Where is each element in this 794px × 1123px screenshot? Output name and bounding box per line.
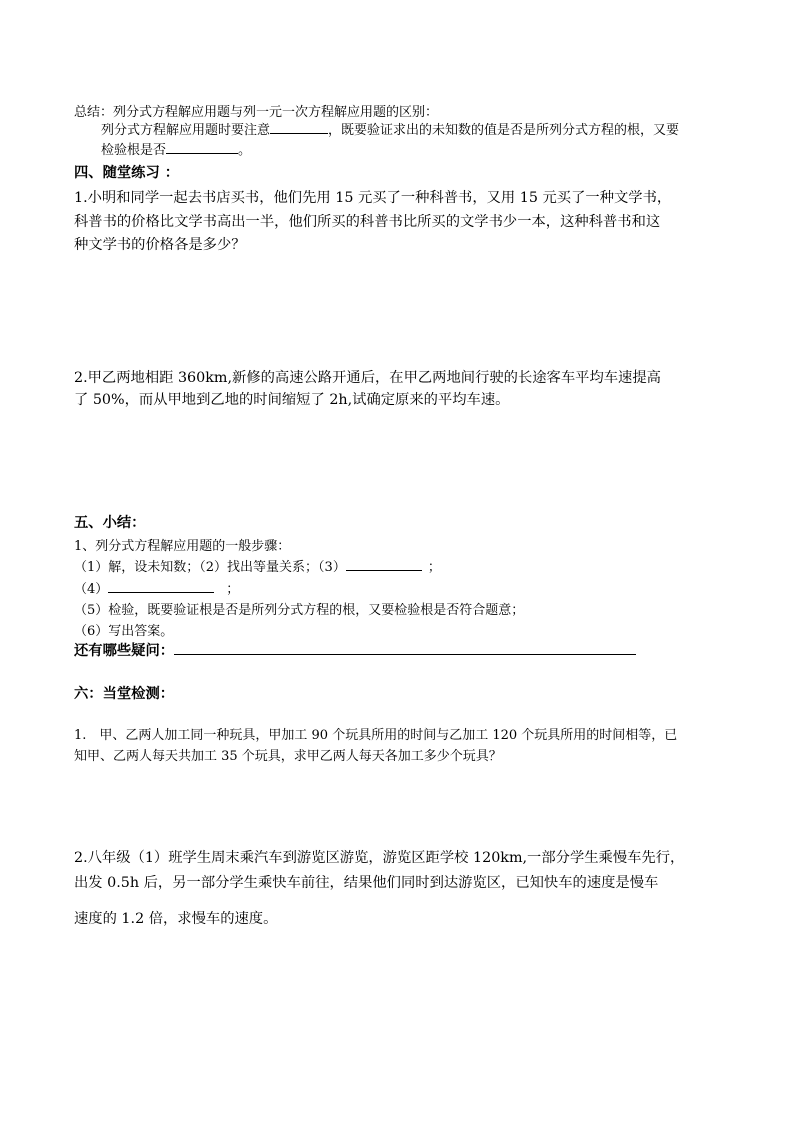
test-1-line: 1. 甲、乙两人加工同一种玩具，甲加工 90 个玩具所用的时间与乙加工 120 个玩具所用的时间相等，已 <box>74 728 678 743</box>
step-text: ； <box>226 582 240 597</box>
step-4 <box>74 578 239 597</box>
blank-line <box>174 641 636 655</box>
summary-text: 列分式方程解应用题时要注意 <box>101 123 271 138</box>
step-text: ； <box>427 560 441 575</box>
blank-line <box>270 121 328 134</box>
steps-title: 1、列分式方程解应用题的一般步骤： <box>74 539 291 554</box>
exercise-2-line: 了 50%，而从甲地到乙地的时间缩短了 2h,试确定原来的平均车速。 <box>74 392 510 408</box>
exercise-1-line: 1.小明和同学一起去书店买书，他们先用 15 元买了一种科普书，又用 15 元买了一种文学书， <box>74 190 672 206</box>
step-text: （4） <box>74 582 109 597</box>
section-6-heading: 六：当堂检测： <box>74 686 175 702</box>
summary-line-1: 总结：列分式方程解应用题与列一元一次方程解应用题的区别： <box>74 105 439 120</box>
blank-line <box>166 141 238 154</box>
summary-text: ，既要验证求出的未知数的值是否是所列分式方程的根，又要 <box>328 123 680 138</box>
section-5-heading: 五、小结： <box>74 515 146 531</box>
summary-line-2 <box>101 119 679 138</box>
exercise-1-line: 种文学书的价格各是多少？ <box>74 237 246 253</box>
blank-line <box>108 580 214 593</box>
blank-line <box>346 558 422 571</box>
test-1-line: 知甲、乙两人每天共加工 35 个玩具，求甲乙两人每天各加工多少个玩具？ <box>74 749 502 764</box>
exercise-1-line: 科普书的价格比文学书高出一半，他们所买的科普书比所买的文学书少一本，这种科普书和这 <box>74 214 661 230</box>
questions-label: 还有哪些疑问： <box>74 643 175 659</box>
summary-text: 检验根是否 <box>101 143 167 158</box>
summary-text: 。 <box>238 143 252 158</box>
questions-line <box>74 640 636 660</box>
exercise-2-line: 2.甲乙两地相距 360km,新修的高速公路开通后，在甲乙两地间行驶的长途客车平均车速提高 <box>74 370 661 386</box>
test-2-line: 速度的 1.2 倍，求慢车的速度。 <box>74 911 278 927</box>
section-4-heading: 四、随堂练习 ： <box>74 165 180 181</box>
step-text: （1）解，设未知数；（2）找出等量关系；（3） <box>74 560 346 575</box>
step-5: （5）检验，既要验证根是否是所列分式方程的根，又要检验根是否符合题意； <box>74 603 525 618</box>
test-2-line: 出发 0.5h 后，另一部分学生乘快车前往，结果他们同时到达游览区，已知快车的速度是慢车 <box>74 875 659 891</box>
test-2-line: 2.八年级（1）班学生周末乘汽车到游览区游览，游览区距学校 120km,一部分学生乘慢车先行， <box>74 850 685 866</box>
step-6: （6）写出答案。 <box>74 624 174 639</box>
summary-line-3 <box>101 139 251 158</box>
step-1 <box>74 556 441 575</box>
